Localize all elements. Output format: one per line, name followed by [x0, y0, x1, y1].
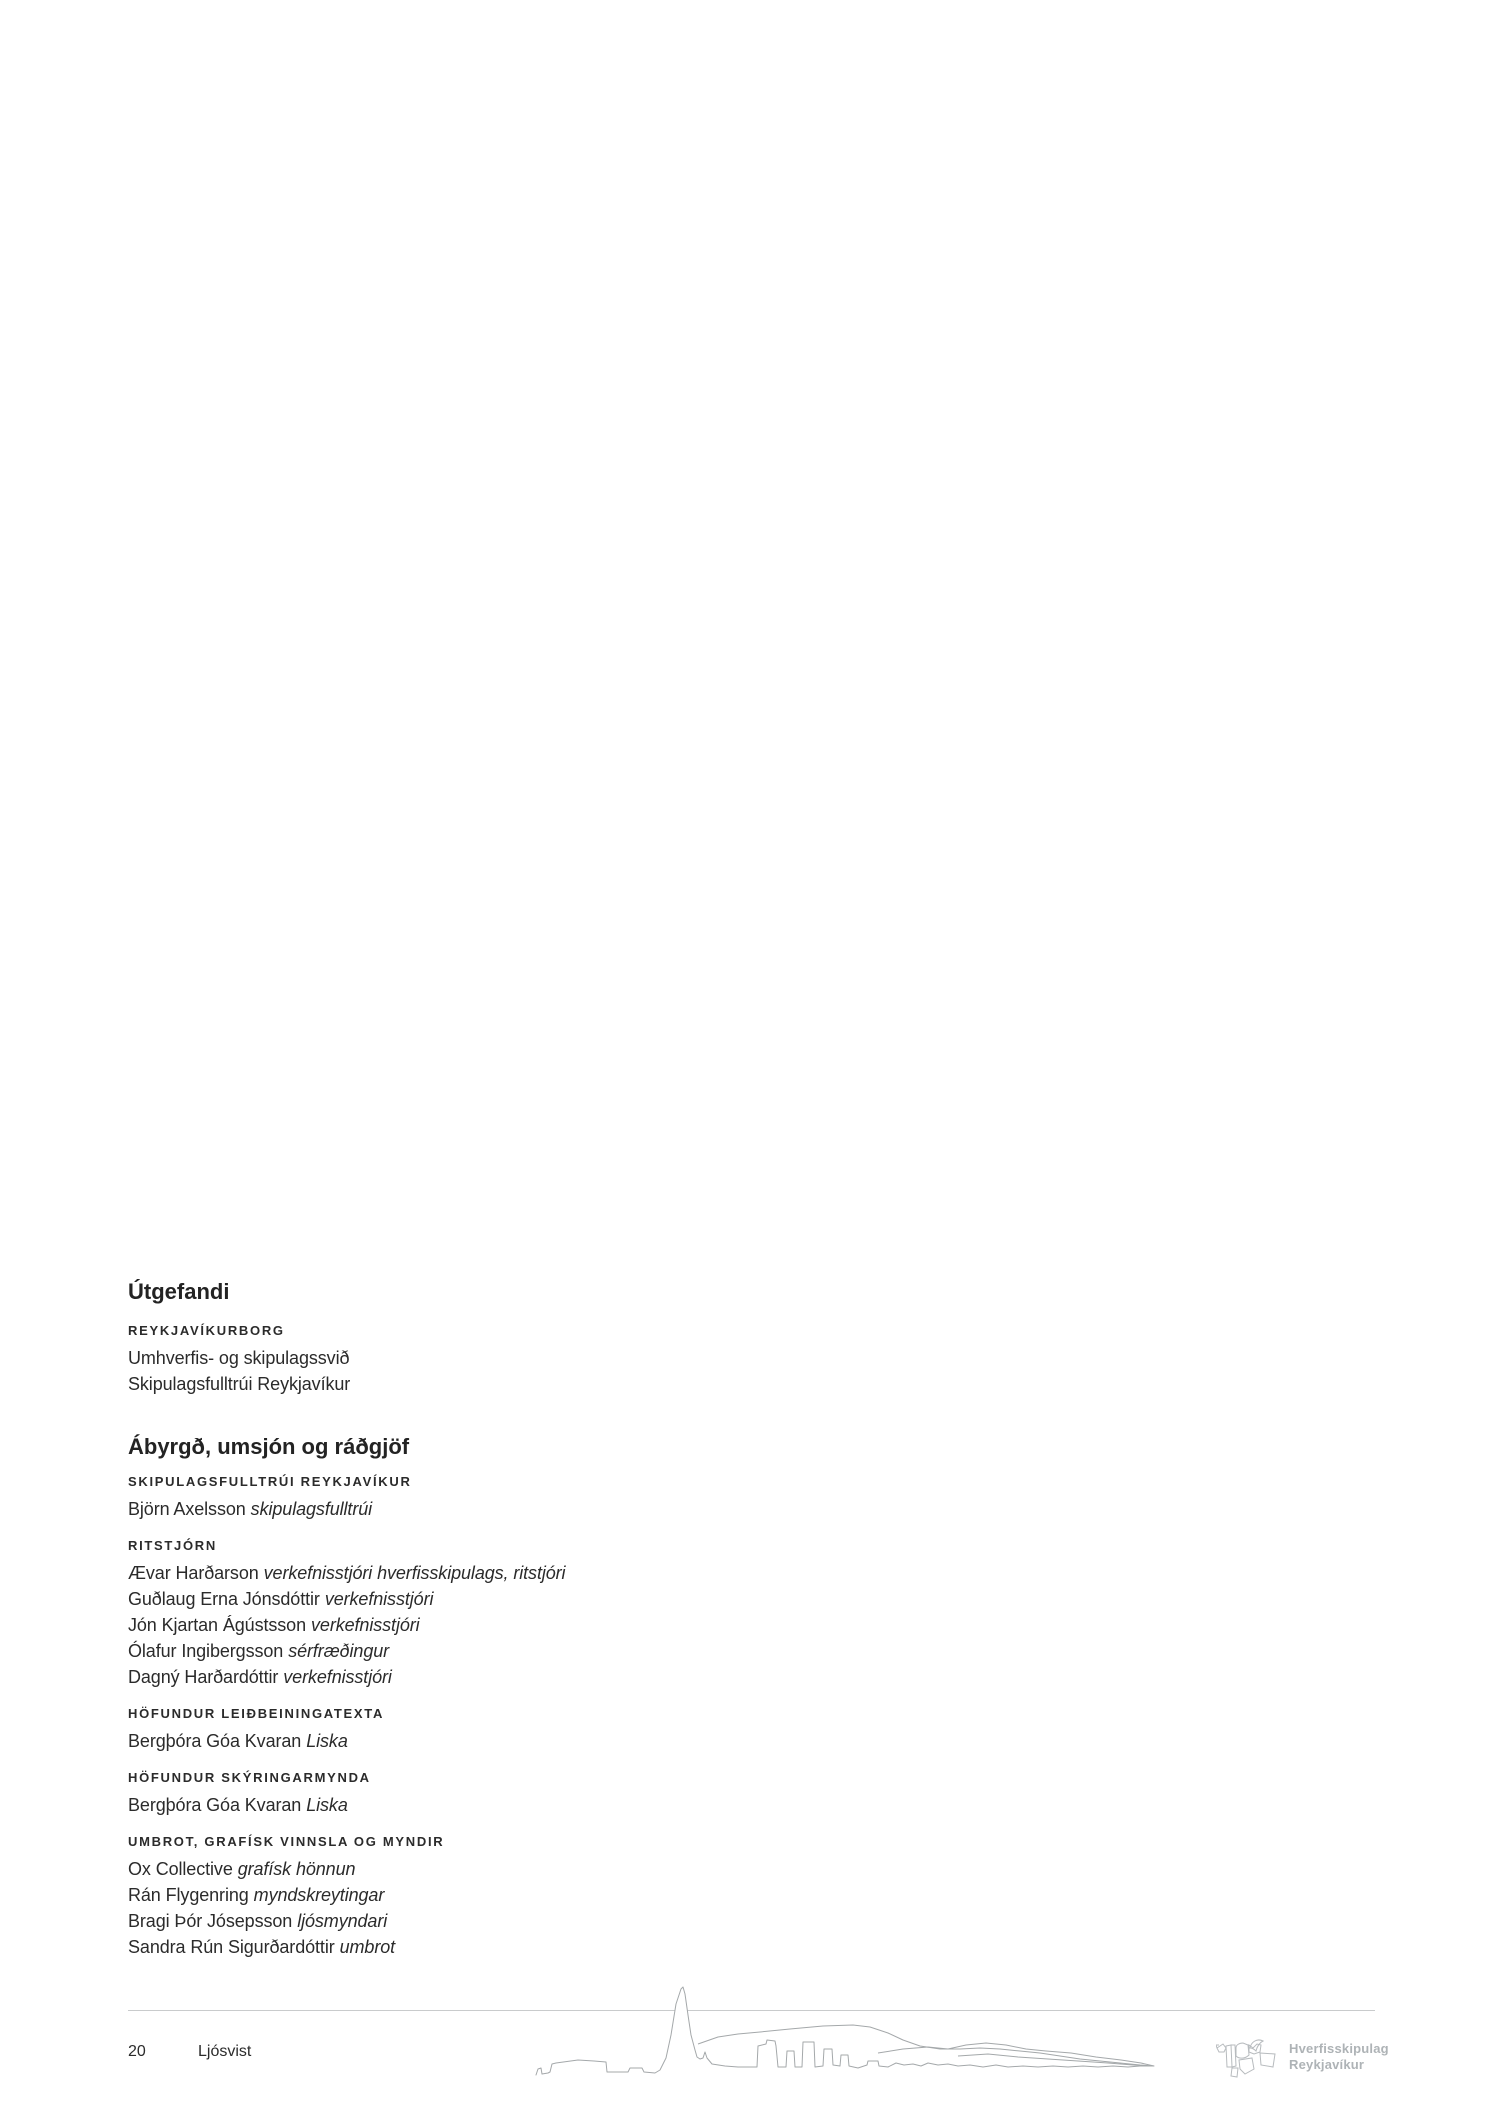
credit-name: Guðlaug Erna Jónsdóttir — [128, 1589, 320, 1609]
credit-name: Bergþóra Góa Kvaran — [128, 1795, 302, 1815]
credit-name: Bragi Þór Jósepsson — [128, 1911, 293, 1931]
credit-name: Björn Axelsson — [128, 1499, 246, 1519]
credit-group — [128, 1538, 888, 1690]
credit-entry — [128, 1792, 888, 1818]
credit-name: Sandra Rún Sigurðardóttir — [128, 1937, 335, 1957]
credit-role: verkefnisstjóri — [324, 1589, 434, 1609]
credit-label: REYKJAVÍKURBORG — [128, 1323, 285, 1338]
publisher-line: Skipulagsfulltrúi Reykjavíkur — [128, 1374, 351, 1394]
credit-label: SKIPULAGSFULLTRÚI REYKJAVÍKUR — [128, 1474, 412, 1489]
credit-name: Bergþóra Góa Kvaran — [128, 1731, 302, 1751]
credit-name: Jón Kjartan Ágústsson — [128, 1615, 307, 1635]
credit-entry — [128, 1664, 888, 1690]
credit-role: umbrot — [339, 1937, 396, 1957]
credit-entry — [128, 1908, 888, 1934]
credit-name: Ox Collective — [128, 1859, 233, 1879]
credit-role: sérfræðingur — [288, 1641, 390, 1661]
credit-entry — [128, 1728, 888, 1754]
credit-role: grafísk hönnun — [237, 1859, 356, 1879]
credit-role: skipulagsfulltrúi — [250, 1499, 373, 1519]
credit-group — [128, 1474, 888, 1522]
credit-name: Dagný Harðardóttir — [128, 1667, 279, 1687]
credit-entry — [128, 1496, 888, 1522]
credit-entry — [128, 1586, 888, 1612]
credit-role: myndskreytingar — [253, 1885, 385, 1905]
footer-section-title: Ljósvist — [198, 2043, 252, 2060]
logo-text — [1289, 2041, 1389, 2073]
credits-heading: Ábyrgð, umsjón og ráðgjöf — [128, 1434, 410, 1459]
credit-name: Ólafur Ingibergsson — [128, 1641, 284, 1661]
credit-entry — [128, 1638, 888, 1664]
credit-name: Ævar Harðarson — [128, 1563, 259, 1583]
credit-label: HÖFUNDUR SKÝRINGARMYNDA — [128, 1770, 371, 1785]
credit-role: verkefnisstjóri hverfisskipulags, ritstjóri — [263, 1563, 566, 1583]
credit-label: UMBROT, GRAFÍSK VINNSLA OG MYNDIR — [128, 1834, 445, 1849]
credit-group — [128, 1706, 888, 1754]
reykjavik-skyline-illustration — [528, 1980, 1160, 2076]
credit-entry — [128, 1882, 888, 1908]
credit-entry — [128, 1934, 888, 1960]
colophon-content — [128, 1280, 888, 1960]
credit-label: RITSTJÓRN — [128, 1538, 217, 1553]
publisher-line: Umhverfis- og skipulagssvið — [128, 1348, 350, 1368]
credit-name: Rán Flygenring — [128, 1885, 249, 1905]
credit-group — [128, 1834, 888, 1960]
credit-role: verkefnisstjóri — [311, 1615, 420, 1635]
credit-role: verkefnisstjóri — [283, 1667, 392, 1687]
credit-role: Liska — [306, 1731, 348, 1751]
credits-section — [128, 1435, 888, 1960]
hverfisskipulag-logo-mark-icon — [1216, 2035, 1278, 2085]
credit-group — [128, 1770, 888, 1818]
credit-role: ljósmyndari — [297, 1911, 388, 1931]
logo-text-line2: Reykjavíkur — [1289, 2057, 1365, 2072]
credit-entry — [128, 1856, 888, 1882]
page-number: 20 — [128, 2043, 146, 2060]
credit-entry — [128, 1612, 888, 1638]
logo-text-line1: Hverfisskipulag — [1289, 2041, 1389, 2056]
credit-role: Liska — [306, 1795, 348, 1815]
credit-label: HÖFUNDUR LEIÐBEININGATEXTA — [128, 1706, 385, 1721]
publisher-section — [128, 1280, 888, 1397]
credit-entry — [128, 1560, 888, 1586]
publisher-heading: Útgefandi — [128, 1279, 230, 1304]
